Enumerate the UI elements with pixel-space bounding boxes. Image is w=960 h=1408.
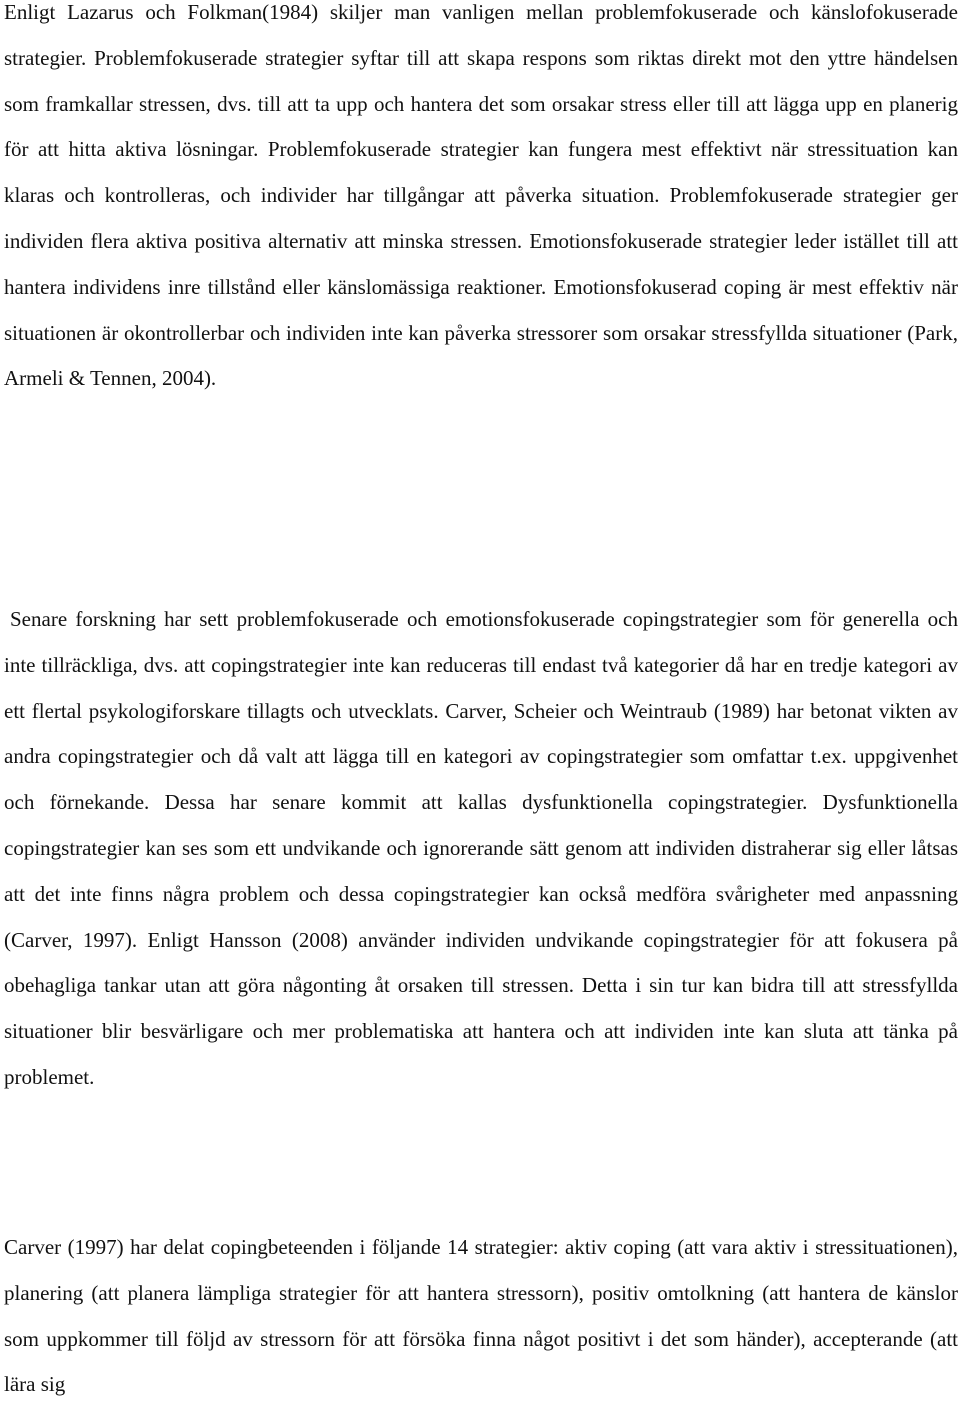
paragraph-recent-research-text: Senare forskning har sett problemfokuserade och emotionsfokuserade copingstrategier som för generella och inte tillräckliga, dvs. att copingstrategier inte kan reduceras till endast två kategorier då har en tredje kategori av ett flertal psykologiforskare tillagts och utvecklats. Carver, Scheier och Weintraub (1989) har betonat vikten av andra copingstrategier och då valt att lägga till en kategori av copingstrategier som omfattar t.ex. uppgivenhet och förnekande. Dessa har senare kommit att kallas dysfunktionella copingstrategier. Dysfunktionella copingstrategier kan ses som ett undvikande och ignorerande sätt genom att individen distraherar sig eller låtsas att det inte finns några problem och dessa copingstrategier kan också medföra svårigheter med anpassning (Carver, 1997). Enligt Hansson (2008) använder individen undvikande copingstrategier för att fokusera på obehagliga tankar utan att göra någonting åt orsaken till stressen. Detta i sin tur kan bidra till att stressfyllda situationer blir besvärligare och mer problematiska att hantera och att individen inte kan sluta att tänka på problemet.	[4, 607, 958, 1089]
paragraph-recent-research	[4, 597, 958, 1101]
paragraph-carver-strategies: Carver (1997) har delat copingbeteenden i följande 14 strategier: aktiv coping (att vara aktiv i stressituationen), planering (att planera lämpliga strategier för att hantera stressorn), positiv omtolkning (att hantera de känslor som uppkommer till följd av stressorn för att försöka finna något positivt i det som händer), accepterande (att lära sig	[4, 1235, 958, 1397]
paragraph-coping-strategies-intro: Enligt Lazarus och Folkman(1984) skiljer man vanligen mellan problemfokuserade och känslofokuserade strategier. Problemfokuserade strategier syftar till att skapa respons som riktas direkt mot den yttre händelsen som framkallar stressen, dvs. till att ta upp och hantera det som orsakar stress eller till att lägga upp en planerig för att hitta aktiva lösningar. Problemfokuserade strategier kan fungera mest effektivt när stressituation kan klaras och kontrolleras, och individer har tillgångar att påverka situation. Problemfokuserade strategier ger individen flera aktiva positiva alternativ att minska stressen. Emotionsfokuserade strategier leder istället till att hantera individens inre tillstånd eller känslomässiga reaktioner. Emotionsfokuserad coping är mest effektiv när situationen är okontrollerbar och individen inte kan påverka stressorer som orsakar stressfyllda situationer (Park, Armeli & Tennen, 2004).	[4, 0, 958, 391]
